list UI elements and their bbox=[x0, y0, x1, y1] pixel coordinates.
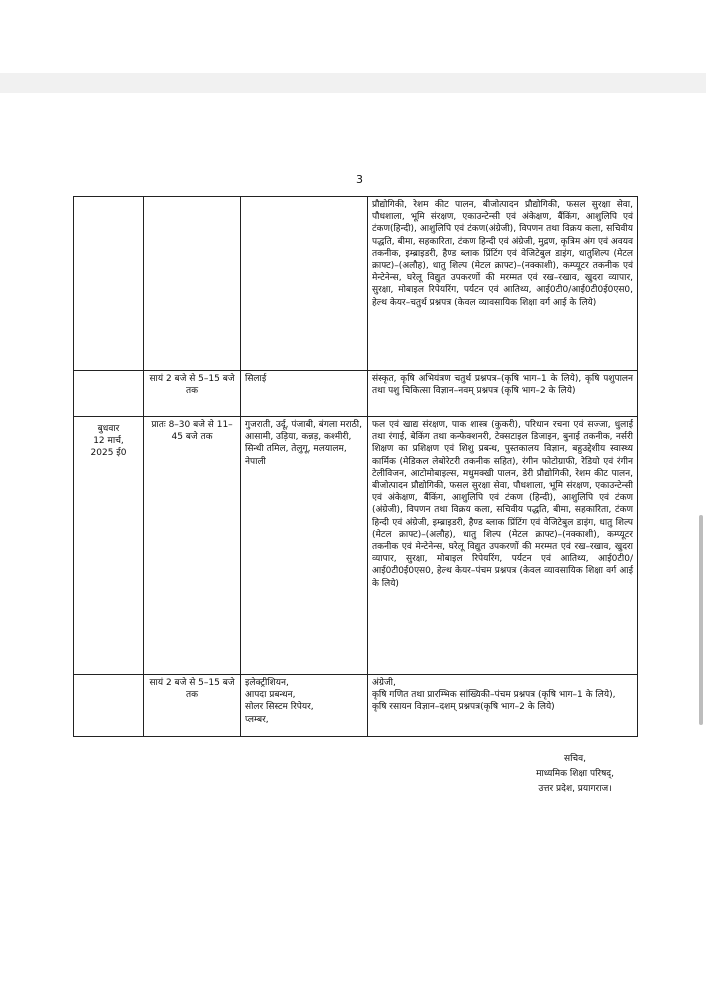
date-cell bbox=[74, 371, 144, 417]
time-cell: प्रातः 8–30 बजे से 11–45 बजे तक bbox=[144, 417, 241, 675]
paper-item: कृषि रसायन विज्ञान–दशम् प्रश्नपत्र(कृषि भाग–2 के लिये) bbox=[372, 702, 555, 713]
top-toolbar-strip bbox=[0, 73, 706, 93]
subjects-cell bbox=[241, 197, 368, 371]
table-row bbox=[74, 371, 638, 417]
scrollbar[interactable] bbox=[699, 515, 703, 725]
papers-cell: प्रौद्योगिकी, रेशम कीट पालन, बीजोत्पादन प्रौद्योगिकी, फसल सुरक्षा सेवा, पौधशाला, भूमि संरक्षण, एकाउन्टेन्सी एवं अंकेक्षण, बैंकिंग, आशुलिपि एवं टंकण(हिन्दी), आशुलिपि एवं टंकण(अंग्रेजी), विपणन तथा विक्रय कला, सचिवीय पद्धति, बीमा, सहकारिता, टंकण हिन्दी एवं अंग्रेजी, मुद्रण, कृत्रिम अंग एवं अवयव तकनीक, इम्ब्राइडरी, हैण्ड ब्लाक प्रिंटिंग एवं वेजिटेबुल डाइंग, धातुशिल्प (मेटल क्राफ्ट)–(अलौह), धातु शिल्प (मेटल क्राफ्ट)–(नक्काशी), कम्प्यूटर तकनीक एवं मेन्टेनेन्स, घरेलू विद्युत उपकरणों की मरम्मत एवं रख–रखाव, खुदरा व्यापार, सुरक्षा, मोबाइल रिपेयरिंग, पर्यटन एवं आतिथ्य, आई0टी0/आई0टी0ई0एस0, हेल्थ केयर–चतुर्थ प्रश्नपत्र (केवल व्यावसायिक शिक्षा वर्ग आई के लिये) bbox=[368, 197, 638, 371]
page-number: 3 bbox=[356, 173, 363, 186]
signature-location: उत्तर प्रदेश, प्रयागराज। bbox=[538, 784, 612, 794]
subjects-cell: गुजराती, उर्दू, पंजाबी, बंगला मराठी, आसामी, उड़िया, कन्नड़, कश्मीरी, सिन्धी तमिल, तेलुगू, मलयालम, नेपाली bbox=[241, 417, 368, 675]
date-year: 2025 ई0 bbox=[90, 448, 127, 459]
signature-block bbox=[500, 752, 650, 797]
time-cell bbox=[144, 197, 241, 371]
signature-organization: माध्यमिक शिक्षा परिषद्, bbox=[536, 769, 614, 779]
table-row bbox=[74, 197, 638, 371]
subject-item: सोलर सिस्टम रिपेयर, bbox=[245, 702, 314, 713]
date-month: 12 मार्च, bbox=[93, 436, 124, 447]
date-cell bbox=[74, 197, 144, 371]
table-row bbox=[74, 417, 638, 675]
papers-cell: संस्कृत, कृषि अभियंत्रण चतुर्थ प्रश्नपत्र–(कृषि भाग–1 के लिये), कृषि पशुपालन तथा पशु चिकित्सा विज्ञान–नवम् प्रश्नपत्र (कृषि भाग–2 के लिये) bbox=[368, 371, 638, 417]
subjects-cell: सिलाई bbox=[241, 371, 368, 417]
subjects-cell bbox=[241, 675, 368, 737]
paper-item: अंग्रेजी, bbox=[372, 678, 396, 688]
papers-cell: फल एवं खाद्य संरक्षण, पाक शास्त्र (कुकरी), परिधान रचना एवं सज्जा, धुलाई तथा रंगाई, बेकिंग तथा कन्फेक्शनरी, टेक्सटाइल डिजाइन, बुनाई तकनीक, नर्सरी शिक्षण का प्रशिक्षण एवं शिशु प्रबन्ध, पुस्तकालय विज्ञान, बहुउद्देशीय स्वास्थ्य कार्मिक (मेडिकल लेबोरेटरी तकनीक सहित), रंगीन फोटोग्राफी, रेडियो एवं रंगीन टेलीविजन, आटोमोबाइल्स, मधुमक्खी पालन, डेरी प्रौद्योगिकी, रेशम कीट पालन, बीजोत्पादन प्रौद्योगिकी, फसल सुरक्षा सेवा, पौधशाला, भूमि संरक्षण, एकाउन्टेन्सी एवं अंकेक्षण, बैंकिंग, आशुलिपि एवं टंकण (हिन्दी), आशुलिपि एवं टंकण (अंग्रेजी), विपणन तथा विक्रय कला, सचिवीय पद्धति, बीमा, सहकारिता, टंकण हिन्दी एवं अंग्रेजी, इम्ब्राइडरी, हैण्ड ब्लाक प्रिंटिंग एवं वेजिटेबुल डाइंग, धातु शिल्प (मेटल क्राफ्ट)–(अलौह), धातु शिल्प (मेटल क्राफ्ट)–(नक्काशी), कम्प्यूटर तकनीक एवं मेन्टेनेन्स, घरेलू विद्युत उपकरणों की मरम्मत एवं रख–रखाव, खुदरा व्यापार, सुरक्षा, मोबाइल रिपेयरिंग, पर्यटन एवं आतिथ्य, आई0टी0/ आई0टी0ई0एस0, हेल्थ केयर–पंचम प्रश्नपत्र (केवल व्यावसायिक शिक्षा वर्ग आई के लिये) bbox=[368, 417, 638, 675]
subject-item: आपदा प्रबन्धन, bbox=[245, 690, 296, 701]
date-day: बुधवार bbox=[97, 424, 120, 434]
date-cell bbox=[74, 675, 144, 737]
papers-cell bbox=[368, 675, 638, 737]
signature-title: सचिव, bbox=[564, 754, 586, 764]
paper-item: कृषि गणित तथा प्रारम्भिक सांख्यिकी–पंचम प्रश्नपत्र (कृषि भाग–1 के लिये), bbox=[372, 690, 616, 701]
subject-item: इलेक्ट्रीशियन, bbox=[245, 678, 289, 688]
subject-item: प्लम्बर, bbox=[245, 714, 269, 725]
time-cell: सायं 2 बजे से 5–15 बजे तक bbox=[144, 675, 241, 737]
time-cell: सायं 2 बजे से 5–15 बजे तक bbox=[144, 371, 241, 417]
exam-schedule-table bbox=[73, 196, 638, 737]
table-row bbox=[74, 675, 638, 737]
date-cell bbox=[74, 417, 144, 675]
